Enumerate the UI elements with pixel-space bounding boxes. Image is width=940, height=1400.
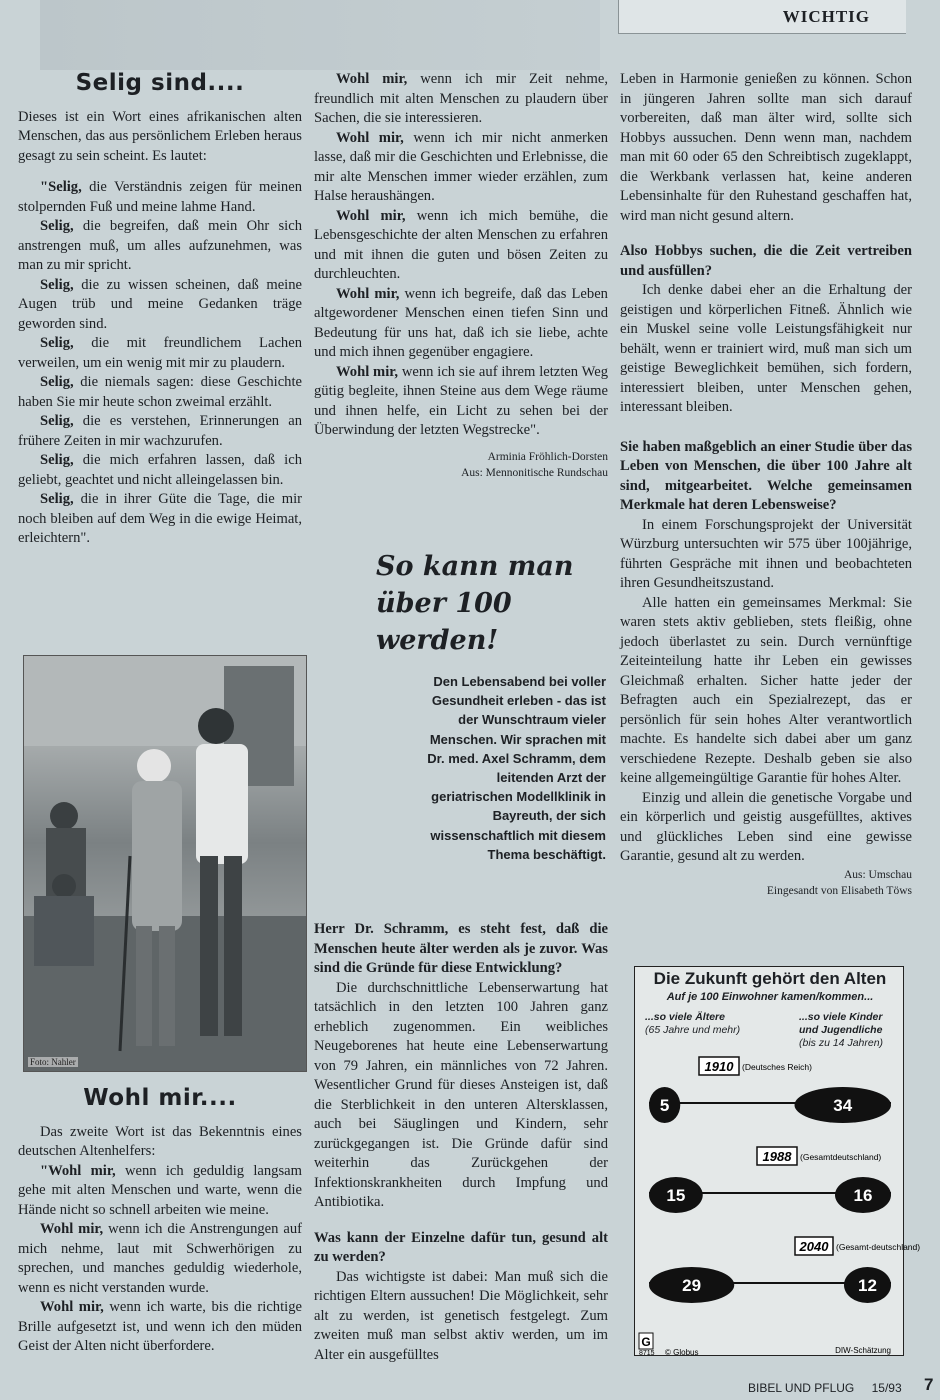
footer-magazine (748, 1381, 902, 1395)
verse-lead: Wohl mir, (336, 71, 408, 87)
chart-estimate-note: DIW-Schätzung (835, 1346, 891, 1355)
verse-lead: Selig, (40, 452, 74, 468)
question-1: Herr Dr. Schramm, es steht fest, daß die Menschen heute älter werden als je zuvor. Was sind die Gründe für diese Entwicklung? (314, 921, 608, 976)
verse-lead: Selig, (40, 335, 74, 351)
verse-lead: Wohl mir, (40, 1299, 104, 1315)
verse-lead: Wohl mir, (40, 1221, 104, 1237)
verse (314, 207, 608, 285)
verse (18, 451, 302, 490)
year-label: 1910 (704, 1059, 734, 1074)
year-label: 2040 (799, 1239, 829, 1254)
verse (18, 373, 302, 412)
verse-text: wenn ich warte, bis die richtige Brille aufgesetzt ist, und wenn ich den müden Geist der Alten nicht überfordere. (18, 1299, 302, 1354)
answer-4-part3: Einzig und allein die genetische Vorgabe und ein körperlich und geistig ausgefülltes, aktives und glückliches Leben sind eine gewisse Garantie, gesund alt zu werden. (620, 789, 912, 864)
verse-lead: Wohl mir, (336, 363, 399, 380)
year-note: (Deutsches Reich) (742, 1062, 812, 1072)
chart-left-label: ...so viele Ältere (645, 1011, 725, 1023)
children-value-label: 34 (833, 1096, 853, 1115)
verse-lead: Wohl mir, (336, 129, 404, 146)
wohl-intro: Das zweite Wort ist das Bekenntnis eines deutschen Altenhelfers: (18, 1123, 302, 1159)
year-note: (Gesamtdeutschland) (800, 1152, 882, 1162)
verse-lead: Selig, (40, 491, 74, 507)
answer-2-continued: Leben in Harmonie genießen zu können. Schon in jüngeren Jahren sollte man sich darauf vorbereiten, daß man älter wird, sollte sich Hobbys aussuchen. Denn wenn man, nachdem man mit 60 oder 65 den Schreibtisch zugeklappt, die Werkbank verlassen hat, keine anderen Lebensinhalte für den Ruhestand geschaffen hat, wird man nicht gesund altern. (620, 71, 912, 224)
verse-text: die begreifen, daß mein Ohr sich anstrengen muß, um alles aufzunehmen, was man zu mir spricht. (18, 218, 302, 273)
selig-intro: Dieses ist ein Wort eines afrikanischen alten Menschen, das aus persönlichem Erleben heraus gesagt zu sein scheint. Es lautet: (18, 108, 302, 164)
wohl-author: Arminia Fröhlich-Dorsten (487, 450, 608, 463)
chart-future-elderly (634, 966, 921, 1357)
verse-lead: "Wohl mir, (40, 1162, 116, 1179)
issue-number: 15/93 (871, 1381, 902, 1395)
verse-text: wenn ich sie auf ihrem letzten Weg gütig begleite, ihnen Steine aus dem Wege räume und ihnen helfe, ein Licht zu sehen bei der Überwindung der letzten Wegstrecke". (314, 363, 609, 438)
verse (18, 276, 302, 335)
verse (18, 1220, 302, 1298)
answer-4-part2: Alle hatten ein gemeinsames Merkmal: Sie waren stets aktiv geblieben, stets fleißig, ohne jedoch überlastet zu sein. Durch vernünftige Zeiteinteilung hatte ihr Leben ein gewisses Gleichmaß erhalten. Sicher hatte jeder der Befragten auch ein Spezialrezept, das er persönlich für sein hohes Alter verantwortlich machte. Es handelte sich dabei aber um ganz verschiedene Rezepte. Deshalb geben sie also keine allgemeingültige Garantie für hohes Alter. (620, 594, 912, 786)
verse-lead: Selig, (40, 218, 74, 234)
verse-text: die mit freundlichem Lachen verweilen, um ein wenig mit mir zu plaudern. (18, 335, 302, 371)
verse (18, 334, 302, 373)
question-2: Was kann der Einzelne dafür tun, gesund alt zu werden? (314, 1229, 608, 1265)
column-middle (314, 70, 608, 481)
interview-lead: Den Lebensabend bei voller Gesundheit erleben - das ist der Wunschtraum vieler Menschen. Wir sprachen mit Dr. med. Axel Schramm, dem leitenden Arzt der geriatrischen Modellklinik in Bayreuth, der sich wissenschaftlich mit diesem Thema beschäftigt. (427, 674, 606, 862)
interview-source: Aus: Umschau (843, 868, 912, 881)
chart-canvas (635, 967, 921, 1357)
column-left (18, 70, 302, 549)
verse-text: die niemals sagen: diese Geschichte haben Sie mir heute schon zweimal erzählt. (18, 374, 302, 410)
verse-lead: Selig, (40, 374, 74, 390)
background-header-image (40, 0, 600, 70)
verse (18, 178, 302, 217)
globus-badge: G (641, 1335, 651, 1349)
chart-right-sub: (bis zu 14 Jahren) (799, 1037, 884, 1049)
answer-1: Die durchschnittliche Lebenserwartung hat tatsächlich in den letzten 100 Jahren ganz erheblich zugenommen. Ein weibliches Neugeborenes hat heute eine Lebenserwartung von 79 Jahren, ein männliches von 72 Jahren. Wesentlicher Grund für dieses Ansteigen ist, daß die Sterblichkeit in den unteren Altersklassen, auch bei Säuglingen und Kindern, sehr zurückgegangen ist. Die Gründe dafür sind weiterhin das Zurückgehen der Infektionskrankheiten durch Impfung und Antibiotika. (314, 979, 608, 1210)
verse (314, 285, 608, 363)
question-3: Also Hobbys suchen, die die Zeit vertreiben und ausfüllen? (620, 243, 912, 279)
verse (18, 490, 302, 549)
magazine-name: BIBEL UND PFLUG (748, 1381, 855, 1395)
verse-text: die in ihrer Güte die Tage, die mir noch bleiben auf dem Weg in die ewige Heimat, erleichtern". (18, 491, 302, 546)
verse-text: wenn ich die Anstrengungen auf mich nehme, laut mit Schwerhörigen zu sprechen, und manches geduldig wiederhole, wenn es nicht verstanden wurde. (18, 1221, 302, 1296)
verse-lead: "Selig, (40, 179, 82, 195)
year-note: (Gesamt-deutschland) (836, 1242, 921, 1252)
wohl-source: Aus: Mennonitische Rundschau (461, 466, 608, 479)
interview-title: So kann man über 100 werden! (376, 551, 574, 656)
wohl-verses-left (18, 1162, 302, 1357)
column-middle-bottom (314, 920, 608, 1365)
elderly-value-label: 29 (682, 1276, 702, 1295)
verse-text: die Verständnis zeigen für meinen stolpernden Fuß und meine lahme Hand. (18, 179, 302, 215)
verse-lead: Selig, (40, 276, 74, 293)
answer-4-part1: In einem Forschungsprojekt der Universität Würzburg untersuchten wir 575 über 100jährige, führten Gespräche mit ihnen und beobachteten ihren Gesundheitszustand. (620, 516, 912, 591)
verse-text: die es verstehen, Erinnerungen an frühere Zeiten in mir wachzurufen. (18, 413, 302, 449)
elderly-value-label: 5 (659, 1096, 670, 1115)
answer-2: Das wichtigste ist dabei: Man muß sich die richtigen Eltern aussuchen! Die Möglichkeit, sehr alt zu werden, ist genetisch festgelegt. Zum zweiten muß man selbst aktiv werden, um im Alter ein ausgefülltes (314, 1268, 608, 1363)
verse (18, 1298, 302, 1357)
chart-title: Die Zukunft gehört den Alten (653, 969, 887, 988)
verse-text: wenn ich geduldig langsam gehe mit alten Menschen und warte, wenn die Hände nicht so schnell arbeiten wie meine. (18, 1162, 302, 1218)
photo-elderly-walk (23, 655, 307, 1072)
verse-text: die zu wissen scheinen, daß meine Augen trüb und meine Gedanken träge geworden sind. (18, 276, 302, 332)
verse (314, 129, 608, 207)
photo-credit: Foto: Nahler (30, 1057, 76, 1067)
verse-text: wenn ich mir nicht anmerken lasse, daß mir die Geschichten und Erlebnisse, die mir alte Menschen immer wieder erzählen, zum Halse heraushängen. (314, 129, 608, 204)
verse (18, 412, 302, 451)
verse-text: wenn ich begreife, daß das Leben altgewordener Menschen einen tiefen Sinn und Bedeutung für uns hat, daß ich sie liebe, achte und mich ihnen gegenüber engagiere. (314, 285, 608, 360)
verse-lead: Wohl mir, (336, 285, 400, 302)
column-left-bottom (18, 1085, 302, 1357)
answer-3: Ich denke dabei eher an die Erhaltung der geistigen und körperlichen Fitneß. Ähnlich wie ein Muskel seine volle Leistungsfähigkeit nur behält, wenn er trainiert wird, muß man sich um geistige Beweglichkeit bemühen, sich fordern, interessiert bleiben, unter Menschen gehen, interessant bleiben. (620, 282, 912, 415)
section-tab: WICHTIG (618, 0, 906, 34)
elderly-value-label: 15 (666, 1186, 686, 1205)
page-number: 7 (924, 1375, 934, 1394)
heading-wohl: Wohl mir.... (83, 1085, 237, 1111)
children-value-label: 12 (858, 1276, 877, 1295)
chart-subtitle: Auf je 100 Einwohner kamen/kommen... (666, 991, 874, 1003)
interview-submitted: Eingesandt von Elisabeth Töws (766, 884, 912, 897)
column-right (620, 70, 912, 899)
children-value-label: 16 (853, 1186, 873, 1205)
verse (18, 217, 302, 276)
year-label: 1988 (762, 1149, 792, 1164)
chart-left-sub: (65 Jahre und mehr) (645, 1024, 741, 1036)
heading-selig: Selig sind.... (75, 70, 245, 96)
verse-text: wenn ich mich bemühe, die Lebensgeschichte der alten Menschen zu erfahren und mit ihnen die guten und bösen Zeiten zu durchleuchten. (314, 207, 608, 282)
chart-copyright: © Globus (665, 1348, 699, 1357)
verse (314, 363, 608, 441)
verse-lead: Selig, (40, 413, 74, 429)
verse-lead: Wohl mir, (336, 207, 406, 224)
question-4: Sie haben maßgeblich an einer Studie über das Leben von Menschen, die über 100 Jahre alt sind, mitgearbeitet. Welche gemeinsamen Merkmale hat deren Lebensweise? (620, 438, 912, 513)
selig-verses (18, 178, 302, 549)
verse (18, 1162, 302, 1221)
verse-text: wenn ich mir Zeit nehme, freundlich mit alten Menschen zu plaudern über Sachen, die sie interessieren. (314, 71, 609, 126)
verse (314, 70, 608, 129)
chart-right-label: ...so viele Kinder und Jugendliche (799, 1011, 883, 1036)
verse-text: die mich erfahren lassen, daß ich geliebt, geachtet und nicht alleingelassen bin. (18, 452, 302, 488)
chart-code: 8715 (639, 1350, 655, 1357)
wohl-verses-middle (314, 70, 608, 441)
